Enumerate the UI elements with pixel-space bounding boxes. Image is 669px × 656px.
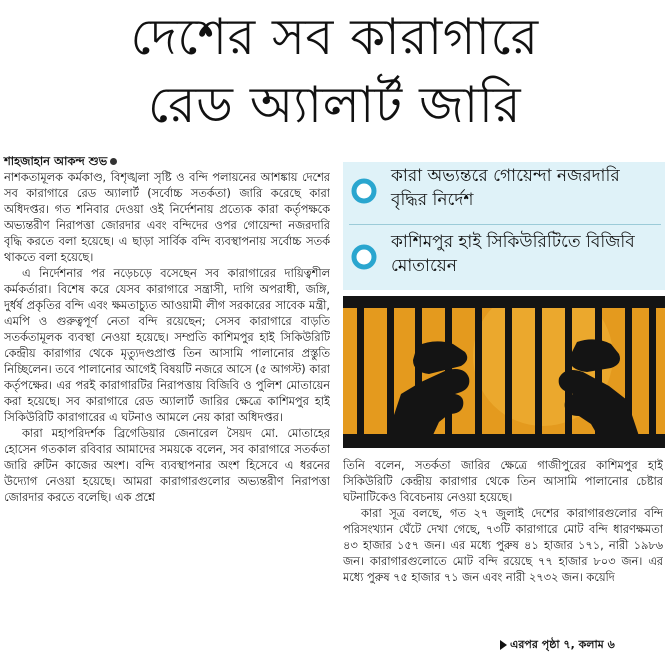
prison-bars-graphic [343,296,665,448]
paragraph: নাশকতামূলক কর্মকাণ্ড, বিশৃঙ্খলা সৃষ্টি ও বন্দি পলায়নের আশঙ্কায় দেশের সব কারাগারে রেড অ্যালার্ট (সর্বোচ্চ সতর্কতা) জারি করেছে কারা অধিদপ্তর। গত শনিবার দেওয়া ওই নির্দেশনায় প্রত্যেক কারা কর্তৃপক্ষকে অভ্যন্তরীণ নিরাপত্তা জোরদার এবং বন্দিদের ওপর গোয়েন্দা নজরদারি বৃদ্ধি করতে বলা হয়েছে। এ ছাড়া সার্বিক বন্দি ব্যবস্থাপনায় সর্বোচ্চ সতর্ক থাকতে বলা হয়েছে। [4,171,330,264]
highlight-divider [349,224,661,225]
paragraph: তিনি বলেন, সতর্কতা জারির ক্ষেত্রে গাজীপুরের কাশিমপুর হাই সিকিউরিটি কেন্দ্রীয় কারাগার থেকে তিন আসামি পালানোর চেষ্টার ঘটনাটিকেও বিবেচনায় নেওয়া হয়েছে। [343,459,663,504]
article-right-column [343,458,663,630]
highlight-text: কাশিমপুর হাই সিকিউরিটিতে বিজিবি মোতায়েন [391,232,635,276]
paragraph: এ নির্দেশনার পর নড়েচড়ে বসেছেন সব কারাগারের দায়িত্বশীল কর্মকর্তারা। বিশেষ করে যেসব কারাগারে সন্ত্রাসী, দাগি অপরাধী, জঙ্গি, দুর্ধর্ষ প্রকৃতির বন্দি এবং ক্ষমতাচ্যুত আওয়ামী লীগ সরকারের সাবেক মন্ত্রী, এমপি ও গুরুত্বপূর্ণ নেতা বন্দি রয়েছেন; সেসব কারাগারে বাড়তি সতর্কতামূলক ব্যবস্থা নেওয়া হয়েছে। সম্প্রতি কাশিমপুর হাই সিকিউরিটি কেন্দ্রীয় কারাগার থেকে মৃত্যুদণ্ডপ্রাপ্ত তিন আসামি পালানোর প্রস্তুতি নিচ্ছিলেন। তবে পালানোর আগেই বিষয়টি নজরে আসে (৫ আগস্ট) কারা কর্তৃপক্ষের। এর পরই কারাগারটির নিরাপত্তায় বিজিবি ও পুলিশ মোতায়েন করা হয়েছে। সব কারাগারে রেড অ্যালার্ট জারির ক্ষেত্রে কাশিমপুর হাই সিকিউরিটি কারাগারের এ ঘটনাও আমলে নেয় কারা অধিদপ্তর। [4,267,330,424]
article-left-column [4,170,330,654]
ring-bullet-icon [351,244,377,270]
highlight-text: কারা অভ্যন্তরে গোয়েন্দা নজরদারি বৃদ্ধির নির্দেশ [391,166,620,210]
headline-line-1: দেশের সব কারাগারে [130,8,539,66]
byline-author: শাহজাহান আকন্দ শুভ [4,154,108,168]
continuation-text: এরপর পৃষ্ঠা ৭, কলাম ৬ [510,638,615,651]
ring-bullet-icon [351,178,377,204]
dot-icon [110,158,117,165]
paragraph: কারা সূত্র বলছে, গত ২৭ জুলাই দেশের কারাগারগুলোর বন্দি পরিসংখ্যান ঘেঁটে দেখা গেছে, ৭৩টি কারাগারে মোট বন্দি ধারণক্ষমতা ৪৩ হাজার ১৫৭ জন। এর মধ্যে পুরুষ ৪১ হাজার ১৭১, নারী ১৯৮৬ জন। কারাগারগুলোতে মোট বন্দি রয়েছে ৭৭ হাজার ৮০৩ জন। এর মধ্যে পুরুষ ৭৫ হাজার ৭১ জন এবং নারী ২৭৩২ জন। কয়েদি [343,507,663,584]
headline-line-2: রেড অ্যালার্ট জারি [147,76,522,134]
prison-bars-illustration [343,296,665,448]
triangle-arrow-icon [500,640,507,650]
continuation-note [500,636,615,655]
paragraph: কারা মহাপরিদর্শক ব্রিগেডিয়ার জেনারেল সৈয়দ মো. মোতাহের হোসেন গতকাল রবিবার আমাদের সময়কে বলেন, সব কারাগারে সতর্কতা জারি রুটিন কাজের অংশ। বন্দি ব্যবস্থাপনার অংশ হিসেবে এ ধরনের উদ্যোগ নেওয়া হয়েছে। আমরা কারাগারগুলোর অভ্যন্তরীণ নিরাপত্তা জোরদার করতে বলেছি। এক প্রশ্নে [4,427,330,504]
highlights-box [343,162,665,290]
